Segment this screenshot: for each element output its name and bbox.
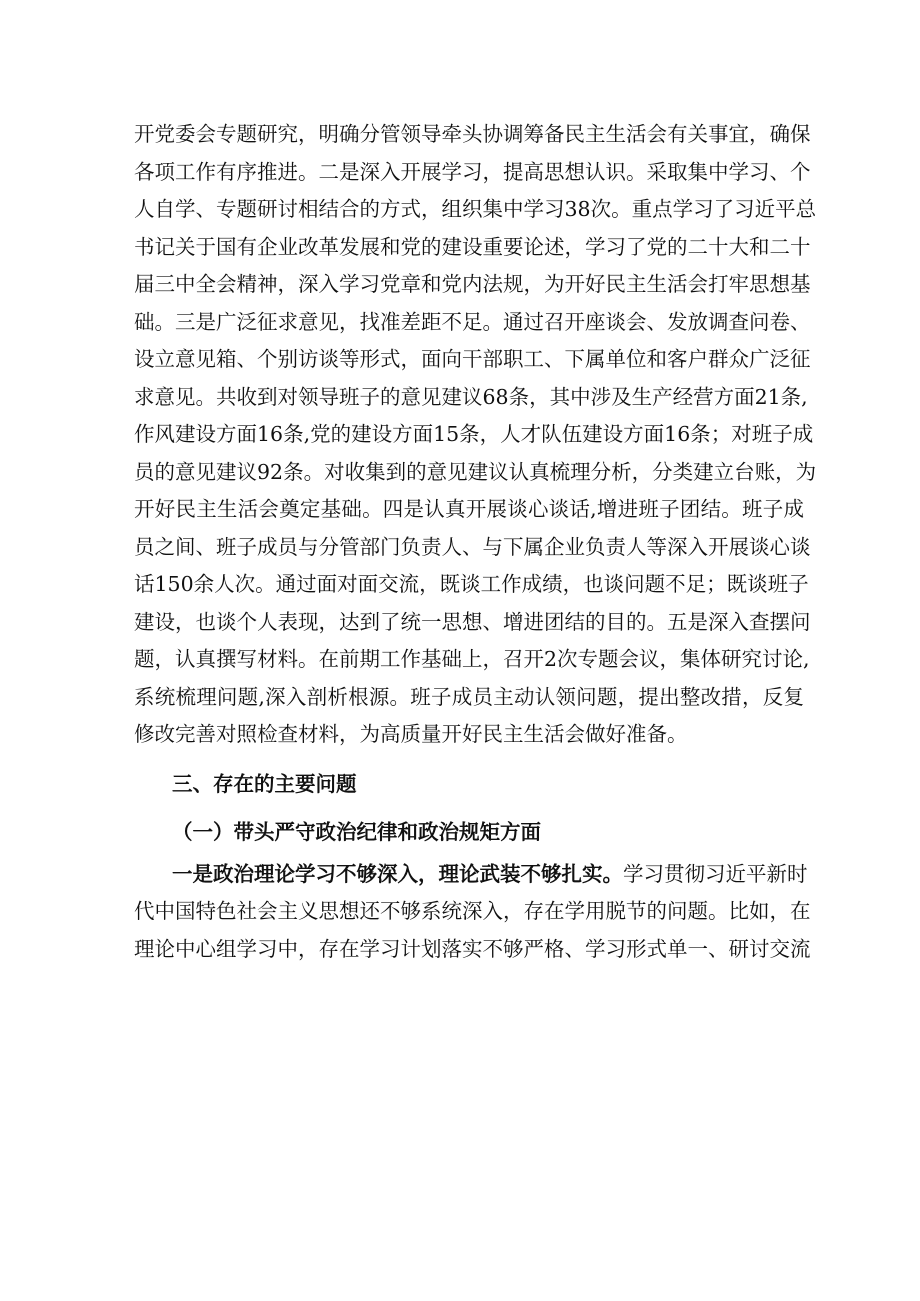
text-line: 开好民主生活会奠定基础。四是认真开展谈心谈话,增进班子团结。班子成 (134, 497, 804, 521)
text-line: 员之间、班子成员与分管部门负责人、与下属企业负责人等深入开展谈心谈 (134, 534, 811, 559)
section-heading: 三、存在的主要问题 (172, 771, 357, 796)
text-line: 理论中心组学习中，存在学习计划落实不够严格、学习形式单一、研讨交流 (134, 936, 811, 961)
text-line: 届三中全会精神，深入学习党章和党内法规，为开好民主生活会打牢思想基 (134, 272, 811, 296)
text-line: 书记关于国有企业改革发展和党的建设重要论述，学习了党的二十大和二十 (134, 234, 811, 259)
text-line: 人自学、专题研讨相结合的方式，组织集中学习38次。重点学习了习近平总 (134, 197, 817, 221)
text-line: 础。三是广泛征求意见，找准差距不足。通过召开座谈会、发放调查问卷、 (134, 309, 811, 334)
text-line: 题，认真撰写材料。在前期工作基础上，召开2次专题会议，集体研究讨论, (134, 647, 810, 671)
text-line: 代中国特色社会主义思想还不够系统深入，存在学用脱节的问题。比如，在 (134, 899, 811, 923)
text-line (134, 856, 808, 894)
point-lead: 一是政治理论学习不够深入，理论武装不够扎实。 (172, 861, 623, 886)
text-line: 作风建设方面16条,党的建设方面15条，人才队伍建设方面16条；对班子成 (134, 422, 814, 446)
text-line: 建设，也谈个人表现，达到了统一思想、增进团结的目的。五是深入查摆问 (134, 609, 811, 634)
text-line: 修改完善对照检查材料，为高质量开好民主生活会做好准备。 (134, 722, 688, 746)
text-line: 设立意见箱、个别访谈等形式，面向干部职工、下属单位和客户群众广泛征 (134, 347, 811, 371)
paragraph-preparation (134, 116, 817, 754)
text-line: 系统梳理问题,深入剖析根源。班子成员主动认领问题，提出整改措，反复 (134, 684, 804, 709)
text-line: 开党委会专题研究，明确分管领导牵头协调筹备民主生活会有关事宜，确保 (134, 122, 811, 146)
text-line: 各项工作有序推进。二是深入开展学习，提高思想认识。采取集中学习、个 (134, 159, 811, 184)
paragraph-problem-1 (134, 856, 811, 969)
subsection-heading: （一）带头严守政治纪律和政治规矩方面 (172, 819, 541, 844)
text-line: 话150余人次。通过面对面交流，既谈工作成绩，也谈问题不足；既谈班子 (134, 572, 809, 596)
text-line: 求意见。共收到对领导班子的意见建议68条，其中涉及生产经营方面21条, (134, 384, 808, 409)
text-line: 员的意见建议92条。对收集到的意见建议认真梳理分析，分类建立台账，为 (134, 459, 817, 484)
document-body (134, 116, 817, 968)
point-text: 学习贯彻习近平新时 (623, 861, 808, 886)
